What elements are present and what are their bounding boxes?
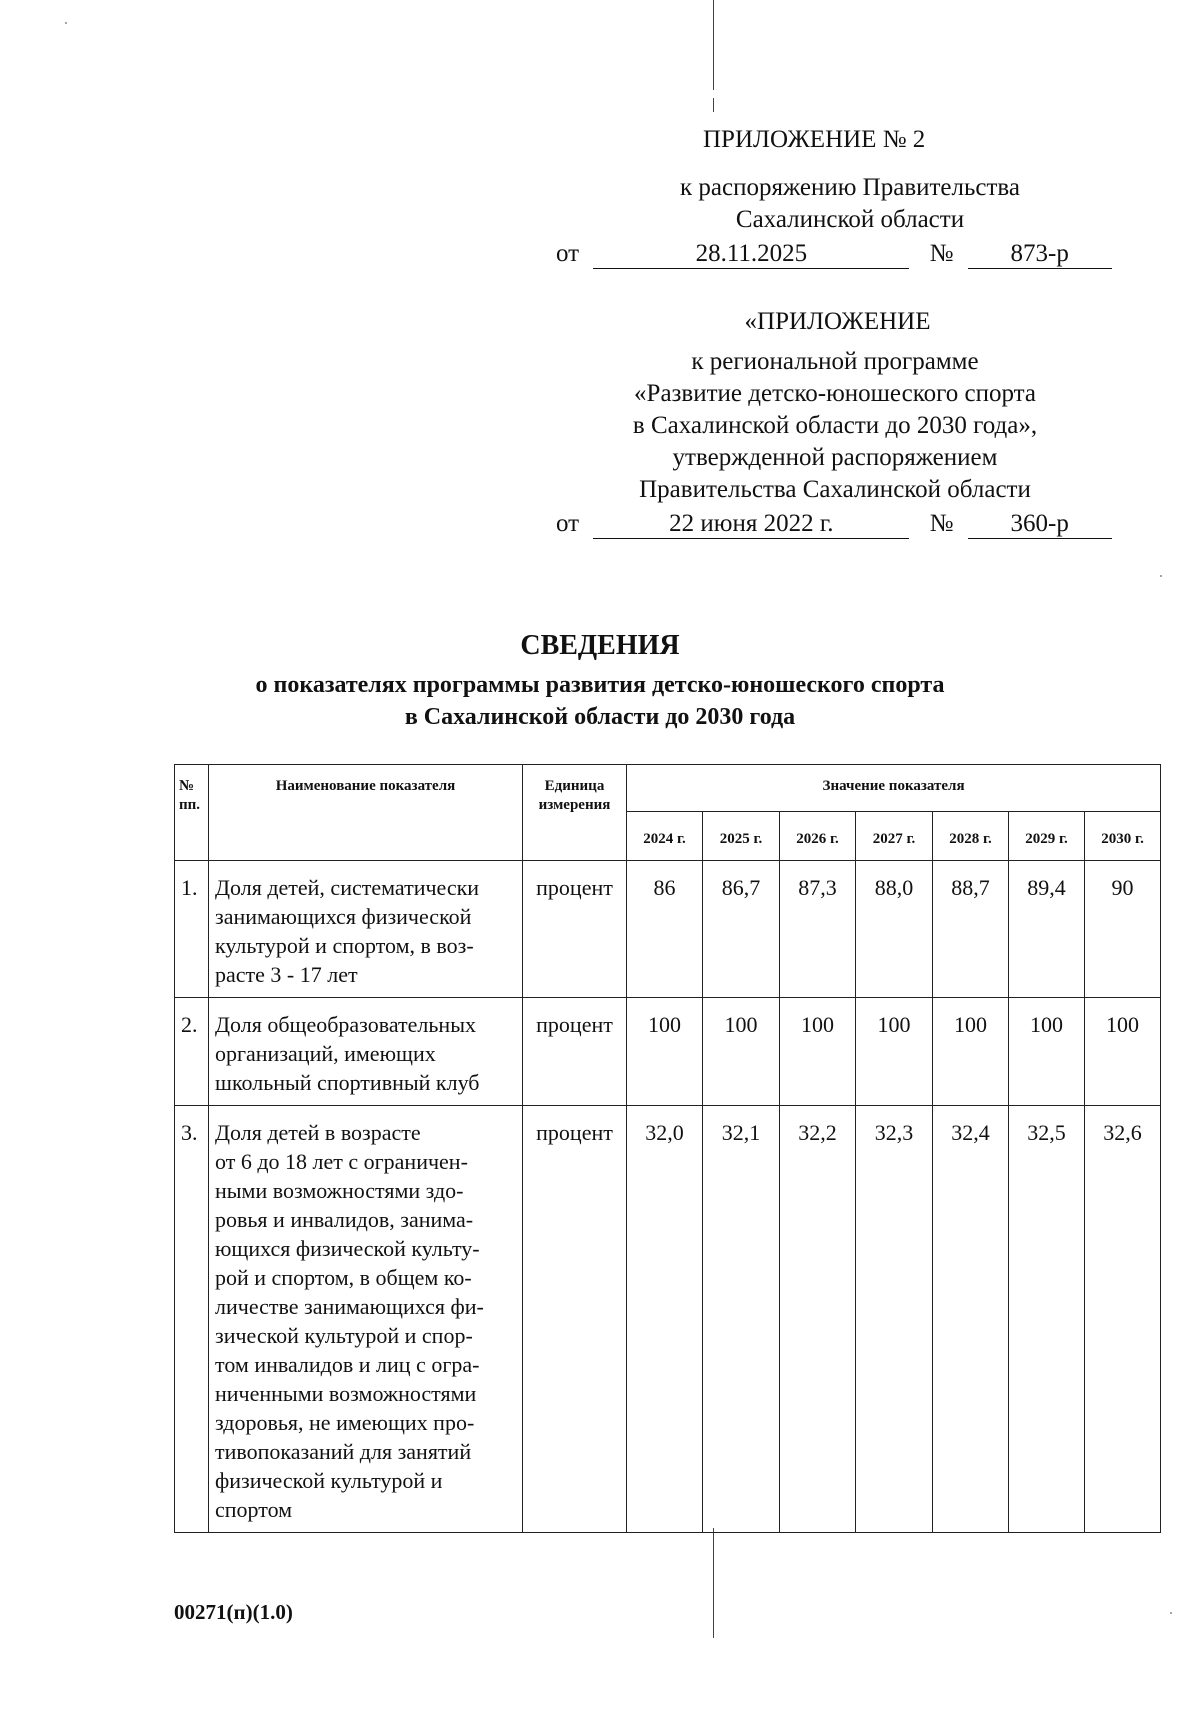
number-label: № xyxy=(929,240,954,267)
value-cell: 32,6 xyxy=(1085,1106,1161,1533)
inner-line-1: к региональной программе xyxy=(691,348,979,375)
value-cell: 100 xyxy=(1009,998,1085,1106)
value-cell: 88,0 xyxy=(856,861,933,998)
indicator-name-line: расте 3 - 17 лет xyxy=(215,962,358,987)
year-header: 2026 г. xyxy=(780,812,856,861)
inner-annex-title: «ПРИЛОЖЕНИЕ xyxy=(744,308,931,335)
indicator-name-line: ровья и инвалидов, занима- xyxy=(215,1207,474,1232)
indicator-name-line: здоровья, не имеющих про- xyxy=(215,1410,475,1435)
value-cell: 32,3 xyxy=(856,1106,933,1533)
indicator-name-line: от 6 до 18 лет с ограничен- xyxy=(215,1149,468,1174)
inner-line-3: в Сахалинской области до 2030 года», xyxy=(632,412,1038,439)
col-header-values: Значение показателя xyxy=(627,765,1161,812)
value-cell: 86,7 xyxy=(703,861,780,998)
indicator-name-line: личестве занимающихся фи- xyxy=(215,1294,484,1319)
order-date: 28.11.2025 xyxy=(593,240,909,269)
table-row xyxy=(175,998,1161,1106)
value-cell: 89,4 xyxy=(1009,861,1085,998)
indicators-table xyxy=(174,764,1161,1533)
value-cell: 86 xyxy=(627,861,703,998)
inner-number: 360-р xyxy=(968,510,1112,539)
from-label: от xyxy=(556,240,580,267)
inner-line-5: Правительства Сахалинской области xyxy=(639,476,1031,503)
value-cell: 100 xyxy=(627,998,703,1106)
scan-speck xyxy=(65,22,67,24)
indicator-name-line: занимающихся физической xyxy=(215,904,472,929)
col-header-unit: Единица измерения xyxy=(523,765,627,861)
indicator-name-line: культурой и спортом, в воз- xyxy=(215,933,474,958)
table-header-row xyxy=(175,765,1161,812)
doc-title: СВЕДЕНИЯ xyxy=(520,630,680,661)
scan-speck xyxy=(1170,1612,1172,1614)
value-cell: 88,7 xyxy=(933,861,1009,998)
indicator-name-line: ными возможностями здо- xyxy=(215,1178,464,1203)
value-cell: 100 xyxy=(1085,998,1161,1106)
order-ref-line2: Сахалинской области xyxy=(735,206,965,233)
indicator-unit: процент xyxy=(523,998,627,1106)
order-date-row xyxy=(556,238,1112,270)
document-code: 00271(п)(1.0) xyxy=(174,1600,293,1624)
indicator-name-line: физической культурой и xyxy=(215,1468,443,1493)
indicator-name-line: зической культурой и спор- xyxy=(215,1323,473,1348)
value-cell: 32,5 xyxy=(1009,1106,1085,1533)
indicator-name xyxy=(209,861,523,998)
inner-date-row xyxy=(556,508,1112,540)
year-header: 2027 г. xyxy=(856,812,933,861)
indicator-name xyxy=(209,1106,523,1533)
value-cell: 90 xyxy=(1085,861,1161,998)
indicator-name-line: том инвалидов и лиц с огра- xyxy=(215,1352,480,1377)
order-number: 873-р xyxy=(968,240,1112,269)
year-header: 2029 г. xyxy=(1009,812,1085,861)
indicator-name-line: рой и спортом, в общем ко- xyxy=(215,1265,472,1290)
row-number: 1. xyxy=(175,861,209,998)
indicator-name-line: тивопоказаний для занятий xyxy=(215,1439,472,1464)
fold-line-top xyxy=(713,0,714,90)
year-header: 2028 г. xyxy=(933,812,1009,861)
doc-subtitle-line1: о показателях программы развития детско-юношеского спорта xyxy=(255,672,945,698)
inner-line-4: утвержденной распоряжением xyxy=(672,444,998,471)
row-number: 2. xyxy=(175,998,209,1106)
value-cell: 100 xyxy=(933,998,1009,1106)
value-cell: 87,3 xyxy=(780,861,856,998)
fold-line-top-mark xyxy=(713,98,714,112)
value-cell: 100 xyxy=(856,998,933,1106)
indicator-name xyxy=(209,998,523,1106)
value-cell: 32,2 xyxy=(780,1106,856,1533)
indicator-unit: процент xyxy=(523,861,627,998)
year-header: 2030 г. xyxy=(1085,812,1161,861)
indicator-name-line: спортом xyxy=(215,1497,293,1522)
inner-line-2: «Развитие детско-юношеского спорта xyxy=(634,380,1036,407)
indicator-name-line: ниченными возможностями xyxy=(215,1381,477,1406)
row-number: 3. xyxy=(175,1106,209,1533)
col-header-name: Наименование показателя xyxy=(209,765,523,861)
indicator-name-line: школьный спортивный клуб xyxy=(215,1070,480,1095)
value-cell: 32,4 xyxy=(933,1106,1009,1533)
indicator-name-line: Доля общеобразовательных xyxy=(215,1012,476,1037)
indicator-unit: процент xyxy=(523,1106,627,1533)
col-header-no: № пп. xyxy=(175,765,209,861)
doc-subtitle-line2: в Сахалинской области до 2030 года xyxy=(404,704,796,730)
table-row xyxy=(175,1106,1161,1533)
indicator-name-line: Доля детей, систематически xyxy=(215,875,480,900)
year-header: 2025 г. xyxy=(703,812,780,861)
inner-from-label: от xyxy=(556,510,580,537)
value-cell: 100 xyxy=(703,998,780,1106)
scan-speck xyxy=(1160,575,1162,577)
indicator-name-line: организаций, имеющих xyxy=(215,1041,436,1066)
inner-number-label: № xyxy=(929,510,954,537)
annex-title: ПРИЛОЖЕНИЕ № 2 xyxy=(703,126,926,153)
table-row xyxy=(175,861,1161,998)
indicator-name-line: Доля детей в возрасте xyxy=(215,1120,421,1145)
value-cell: 100 xyxy=(780,998,856,1106)
inner-date: 22 июня 2022 г. xyxy=(593,510,909,539)
year-header: 2024 г. xyxy=(627,812,703,861)
order-ref-line1: к распоряжению Правительства xyxy=(679,174,1020,201)
value-cell: 32,0 xyxy=(627,1106,703,1533)
indicator-name-line: ющихся физической культу- xyxy=(215,1236,480,1261)
fold-line-bottom xyxy=(713,1528,714,1638)
value-cell: 32,1 xyxy=(703,1106,780,1533)
